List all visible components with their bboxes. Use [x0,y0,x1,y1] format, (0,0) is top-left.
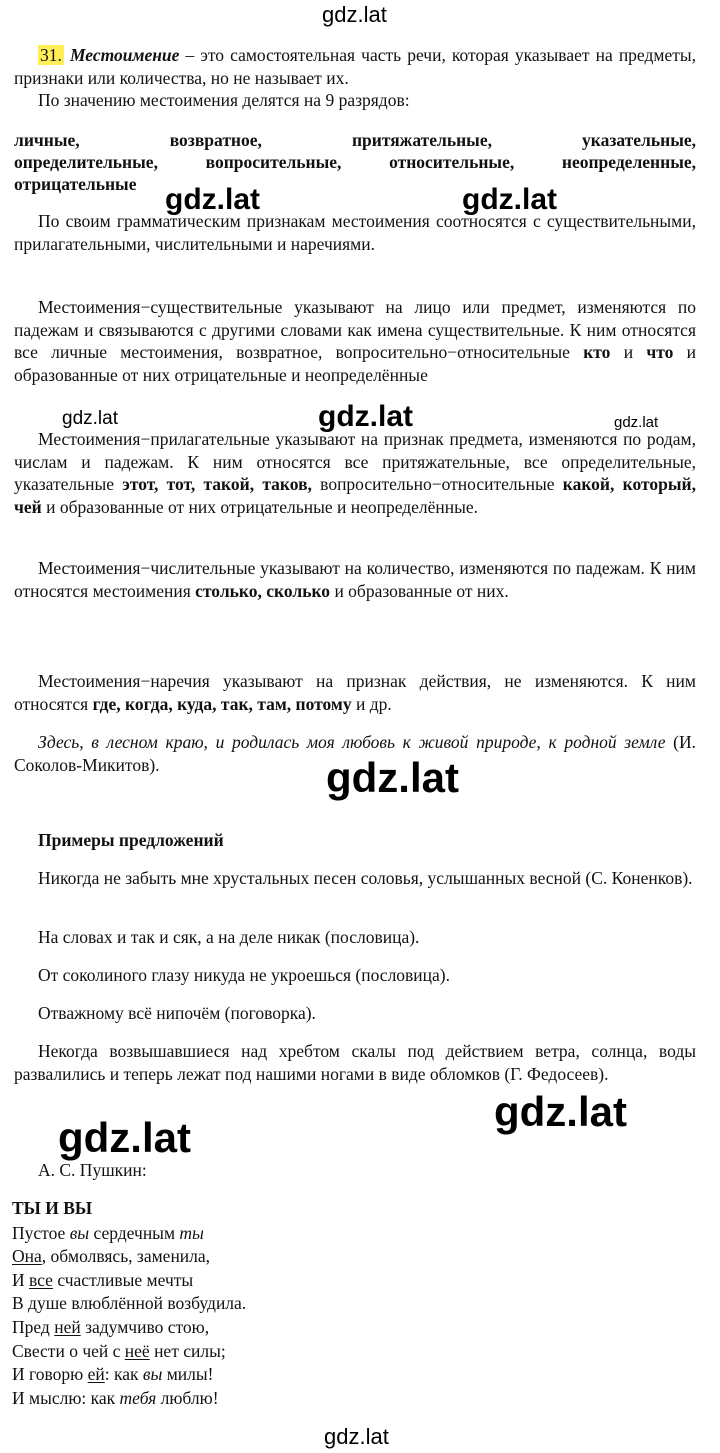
t: вы [142,1364,163,1385]
bold-words: столько, сколько [195,580,331,601]
quote-text: Здесь, в лесном краю, и родилась моя любовь к живой природе, к родной земле [38,732,666,752]
t: Пред [12,1316,55,1337]
example-2: На словах и так и сяк, а на деле никак (пословица). [38,927,420,947]
categories-line-3: отрицательные [14,174,137,194]
term: Местоимение [69,45,180,65]
watermark: gdz.lat [318,400,413,433]
t: Пустое [12,1222,70,1243]
bold-word: кто [583,342,611,362]
category: притяжательные, [351,130,492,150]
poem-line-4: В душе влюблённой возбудила. [12,1293,247,1314]
bold-word: что [646,342,674,362]
examples-title: Примеры предложений [38,830,224,850]
example-3: От соколиного глазу никуда не укроешься (пословица). [38,965,451,985]
watermark-top: gdz.lat [322,2,387,27]
bold-words: какой, который, чей [14,474,696,517]
t: тебя [119,1387,157,1408]
poem-title: ТЫ И ВЫ [12,1198,93,1218]
adjectives-text: Местоимения−прилагательные указывают на признак предмета, изменяются по родам, числам и падежам. К ним относятся все притяжательные, все определительные, указательные [14,429,696,494]
definition-paragraph [14,44,696,89]
t: задумчиво стою, [80,1316,210,1337]
watermark: gdz.lat [462,183,557,216]
example-1: Никогда не забыть мне хрустальных песен соловья, услышанных весной (С. Коненков). [38,868,693,888]
bold-words: где, когда, куда, так, там, потому [92,693,352,714]
t: И говорю [12,1364,88,1385]
watermark: gdz.lat [494,1088,627,1135]
numerals-paragraph [14,557,696,602]
adjectives-mid: вопросительно−относительные [311,474,563,494]
adverbs-paragraph [14,670,696,715]
definition-text: – это самостоятельная часть речи, которая указывает на предметы, признаки или количества, но не называет их. [14,45,696,88]
t: нет силы; [149,1340,226,1361]
categories-intro: По значению местоимения делятся на 9 разрядов: [38,90,410,110]
t: милы! [162,1364,214,1385]
watermark: gdz.lat [62,408,118,429]
example-4: Отважному всё нипочём (поговорка). [38,1003,316,1023]
categories-line-1 [14,129,696,152]
watermark: gdz.lat [58,1114,191,1161]
nouns-paragraph [14,296,696,386]
nouns-text: Местоимения−существительные указывают на лицо или предмет, изменяются по падежам и связываются с другими словами как имена существительные. К ним относятся все личные местоимения, возвратное, вопросительно−относительные [14,297,696,362]
exercise-number: 31. [40,45,62,65]
adverbs-end: и др. [351,693,392,714]
t: ней [54,1316,81,1337]
watermark: gdz.lat [326,754,459,801]
t: И [12,1269,30,1290]
numerals-text: Местоимения−числительные указывают на количество, изменяются по падежам. К ним относятся местоимения [14,558,696,601]
category: определительные, [14,152,158,172]
t: люблю! [156,1387,219,1408]
categories-line-2 [14,151,696,174]
t: сердечным [89,1222,180,1243]
nouns-end: и образованные от них отрицательные и неопределённые [14,342,696,385]
watermark-bottom: gdz.lat [324,1424,389,1449]
poem [12,1197,246,1410]
example-5: Некогда возвышавшиеся над хребтом скалы под действием ветра, солнца, воды развалились и теперь лежат под нашими ногами в виде обломков (Г. Федосеев). [14,1041,696,1084]
poem-line-6 [12,1340,246,1364]
numerals-end: и образованные от них. [330,580,509,601]
t: И мыслю: как [12,1387,120,1408]
poem-line-5 [12,1316,246,1340]
bold-words: этот, тот, такой, таков, [122,474,312,494]
category: личные, [14,130,80,150]
poem-author: А. С. Пушкин: [38,1160,147,1180]
t: : как [104,1364,143,1385]
poem-line-3 [12,1269,246,1293]
poem-line-8 [12,1387,246,1411]
adverbs-text: Местоимения−наречия указывают на признак действия, не изменяются. К ним относятся [14,671,696,714]
poem-line-7 [12,1363,246,1387]
quote-author: (И. Соколов-Микитов). [14,732,696,775]
t: все [29,1269,53,1290]
watermark: gdz.lat [165,183,260,216]
t: неё [124,1340,150,1361]
category: вопросительные, [205,152,342,172]
t: счастливые мечты [52,1269,194,1290]
poem-line-2 [12,1245,246,1269]
category: относительные, [389,152,515,172]
category: неопределенные, [561,152,697,172]
t: Свести о чей с [12,1340,125,1361]
adjectives-paragraph [14,428,696,518]
nouns-mid: и [610,342,647,362]
t: Она [12,1246,42,1267]
t: , обмолвясь, заменила, [41,1246,211,1267]
t: вы [69,1222,90,1243]
t: ей [87,1364,105,1385]
category: возвратное, [169,130,262,150]
poem-line-1 [12,1222,246,1246]
watermark: gdz.lat [614,414,659,431]
adjectives-end: и образованные от них отрицательные и неопределённые. [41,496,479,517]
category: указательные, [582,130,697,150]
t: ты [179,1222,204,1243]
grammar-paragraph: По своим грамматическим признакам местоимения соотносятся с существительными, прилагательными, числительными и наречиями. [14,211,696,254]
